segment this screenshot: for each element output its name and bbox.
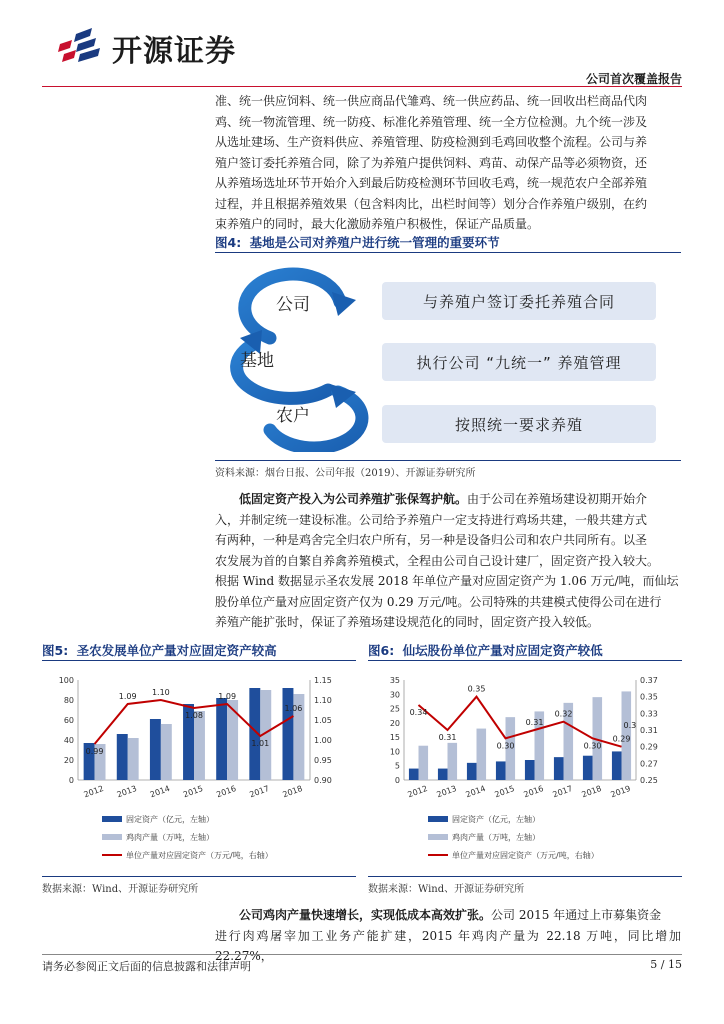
legend-label-chicken-output: 鸡肉产量（万吨，左轴） xyxy=(452,833,540,842)
left-tick-label: 20 xyxy=(63,756,74,765)
para2-line: 股份单位产量对应固定资产仅为 0.29 万元/吨。公司特殊的共建模式使得公司在进行 xyxy=(215,594,662,609)
x-tick-label: 2018 xyxy=(580,783,603,800)
x-tick-label: 2016 xyxy=(522,783,545,800)
line-data-label: 1.01 xyxy=(251,739,270,748)
right-tick-label: 0.33 xyxy=(640,709,658,719)
node-base: 基地 xyxy=(240,351,274,371)
footer-rule xyxy=(42,954,682,955)
line-data-label: 0.99 xyxy=(85,747,104,756)
right-tick-label: 0.95 xyxy=(314,756,332,765)
line-data-label: 1.08 xyxy=(185,711,203,720)
para2-line: 有两种，一种是鸡舍完全归农户所有，另一种是设备归公司和农户共同所有。以圣 xyxy=(215,533,648,547)
right-tick-label: 0.25 xyxy=(640,776,658,785)
figure6-title-text: 仙坛股份单位产量对应固定资产较低 xyxy=(402,643,603,658)
bar-chicken-output xyxy=(128,738,139,780)
figure4-source: 资料来源：烟台日报、公司年报（2019）、开源证券研究所 xyxy=(215,468,476,479)
chart-fig5 xyxy=(42,668,356,878)
bar-chicken-output xyxy=(194,711,205,780)
figure4-label: 图4: xyxy=(215,235,242,250)
right-tick-label: 0.27 xyxy=(640,759,658,769)
intro-line: 殖户签订委托养殖合同，除了为养殖户提供饲料、鸡苗、动保产品等必须物资，还 xyxy=(215,155,648,170)
x-tick-label: 2015 xyxy=(182,783,205,800)
x-tick-label: 2013 xyxy=(115,783,138,800)
x-tick-label: 2016 xyxy=(215,783,238,800)
x-tick-label: 2012 xyxy=(406,783,429,800)
para3-line: 进行肉鸡屠宰加工业务产能扩建，2015 年鸡肉产量为 22.18 万吨，同比增加 22.27%， xyxy=(215,928,681,963)
figure5-rule xyxy=(42,660,356,661)
para2-line: 农发展为首的自繁自养禽养殖模式，全程由公司自己设计建厂，固定资产投入较大。 xyxy=(215,553,660,568)
line-data-label: 0.32 xyxy=(554,709,573,719)
left-tick-label: 0 xyxy=(68,776,74,785)
left-tick-label: 0 xyxy=(394,776,400,785)
legend-label-unit-assets: 单位产量对应固定资产（万元/吨，右轴） xyxy=(126,851,273,860)
bar-chicken-output xyxy=(448,743,458,780)
figure6-bottom-rule xyxy=(368,876,682,877)
left-tick-label: 80 xyxy=(63,696,74,705)
line-data-label: 1.06 xyxy=(284,704,303,713)
intro-line: 从选址建场、生产资料供应、养殖管理、防疫检测到毛鸡回收整个流程。公司与养 xyxy=(215,135,648,149)
header-rule xyxy=(42,86,682,87)
legend-swatch-chicken-output xyxy=(428,834,448,840)
line-data-label: 0.31 xyxy=(438,733,457,742)
legend-label-chicken-output: 鸡肉产量（万吨，左轴） xyxy=(126,833,214,842)
right-tick-label: 0.35 xyxy=(640,692,658,702)
left-tick-label: 25 xyxy=(389,704,400,714)
right-tick-label: 1.10 xyxy=(314,696,332,705)
legend-label-fixed-assets: 固定资产（亿元，左轴） xyxy=(126,815,214,824)
legend-swatch-chicken-output xyxy=(102,834,122,840)
left-tick-label: 15 xyxy=(389,733,400,743)
right-tick-label: 0.90 xyxy=(314,776,332,785)
bar-fixed-assets xyxy=(409,769,419,780)
right-tick-label: 1.00 xyxy=(314,736,332,745)
legend-swatch-fixed-assets xyxy=(428,816,448,822)
figure6-rule xyxy=(368,660,682,661)
report-type: 公司首次覆盖报告 xyxy=(585,72,682,86)
para2-line: 根据 Wind 数据显示圣农发展 2018 年单位产量对应固定资产为 1.06 万元/吨，而仙坛 xyxy=(215,574,679,588)
right-tick-label: 0.31 xyxy=(640,726,658,735)
para2-line: 入，并制定统一建设标准。公司给予养殖户一定支持进行鸡场共建，一般共建方式 xyxy=(215,512,648,527)
bar-chicken-output xyxy=(419,746,429,780)
bar-fixed-assets xyxy=(496,761,506,780)
x-tick-label: 2017 xyxy=(551,783,574,800)
footer-disclaimer: 请务必参阅正文后面的信息披露和法律声明 xyxy=(42,960,251,973)
figure4-title xyxy=(215,233,500,251)
figure5-source: 数据来源：Wind、开源证券研究所 xyxy=(42,884,199,895)
line-data-label: 0.29 xyxy=(612,734,631,744)
bar-fixed-assets xyxy=(150,719,161,780)
x-tick-label: 2019 xyxy=(609,783,632,800)
intro-paragraph xyxy=(215,91,681,235)
brand-logo xyxy=(58,28,108,68)
bar-chicken-output xyxy=(161,724,172,780)
node-farmer: 农户 xyxy=(276,406,310,426)
fig4-box-follow-rules: 按照统一要求养殖 xyxy=(382,405,656,443)
para2-lead: 低固定资产投入为公司养殖扩张保驾护航。 xyxy=(239,492,468,506)
bar-fixed-assets xyxy=(282,688,293,780)
x-tick-label: 2012 xyxy=(82,783,105,800)
intro-line: 从养殖场选址环节开始介入到最后防疫检测环节回收毛鸡，统一规范农户全部养殖 xyxy=(215,176,648,190)
bar-fixed-assets xyxy=(612,751,622,780)
figure5-bottom-rule xyxy=(42,876,356,877)
chart-fig6 xyxy=(368,668,682,878)
para3-lead: 公司鸡肉产量快速增长，实现低成本高效扩张。 xyxy=(239,908,492,922)
left-tick-label: 40 xyxy=(63,736,74,745)
intro-line: 过程，并且根据养殖效果（包含料肉比，出栏时间等）划分合作养殖户级别，在约 xyxy=(215,196,648,211)
right-tick-label: 0.29 xyxy=(640,742,658,752)
fig4-box-contract: 与养殖户签订委托养殖合同 xyxy=(382,282,656,320)
para3-line-rest: 公司 2015 年通过上市募集资金 xyxy=(491,908,662,922)
figure6-label: 图6: xyxy=(368,643,395,658)
figure5-title xyxy=(42,641,277,659)
para2-line-rest: 由于公司在养殖场建设初期开始介 xyxy=(467,492,648,506)
right-tick-label: 1.05 xyxy=(314,716,332,725)
intro-line: 束养殖户的同时，最大化激励养殖户积极性，保证产品质量。 xyxy=(215,217,540,231)
node-company: 公司 xyxy=(276,295,310,315)
x-tick-label: 2015 xyxy=(493,783,516,800)
para3 xyxy=(215,905,681,967)
x-tick-label: 2014 xyxy=(464,783,487,800)
para2 xyxy=(215,489,681,633)
fig4-box-nine-unified: 执行公司 “九统一” 养殖管理 xyxy=(382,343,656,381)
para2-line: 养殖产能扩张时，保证了养殖场建设规范化的同时，固定资产投入较低。 xyxy=(215,615,600,629)
figure4-title-text: 基地是公司对养殖户进行统一管理的重要环节 xyxy=(249,235,500,250)
left-tick-label: 35 xyxy=(389,676,400,685)
right-tick-label: 1.15 xyxy=(314,676,332,685)
line-data-label: 0.30 xyxy=(583,741,602,751)
logo-icon xyxy=(58,28,108,68)
x-tick-label: 2017 xyxy=(248,783,271,800)
line-data-label: 1.10 xyxy=(151,688,170,697)
bar-chicken-output xyxy=(477,729,487,780)
legend-label-fixed-assets: 固定资产（亿元，左轴） xyxy=(452,815,540,824)
figure5-title-text: 圣农发展单位产量对应固定资产较高 xyxy=(76,643,277,658)
line-data-label: 0.30 xyxy=(496,741,515,751)
figure5-label: 图5: xyxy=(42,643,69,658)
line-data-label: 0.35 xyxy=(467,684,486,694)
x-tick-label: 2014 xyxy=(148,783,172,800)
para3-line xyxy=(215,905,681,926)
left-tick-label: 60 xyxy=(63,716,74,725)
page-number: 5 / 15 xyxy=(650,958,682,971)
left-tick-label: 5 xyxy=(394,761,400,771)
right-tick-label: 0.37 xyxy=(640,676,658,685)
line-data-label: 1.09 xyxy=(118,692,137,701)
left-tick-label: 20 xyxy=(389,718,400,728)
left-tick-label: 30 xyxy=(389,690,400,700)
bar-fixed-assets xyxy=(583,756,593,780)
bar-fixed-assets xyxy=(554,757,564,780)
line-data-label: 1.09 xyxy=(218,692,237,701)
bar-fixed-assets xyxy=(216,698,227,780)
x-tick-label: 2013 xyxy=(435,783,458,800)
intro-line: 准、统一供应饲料、统一供应商品代雏鸡、统一供应药品、统一回收出栏商品代肉 xyxy=(215,94,648,108)
figure4-rule xyxy=(215,252,681,253)
brand-name: 开源证券 xyxy=(112,34,236,69)
legend-swatch-fixed-assets xyxy=(102,816,122,822)
legend-label-unit-assets: 单位产量对应固定资产（万元/吨，右轴） xyxy=(452,851,599,860)
figure6-title xyxy=(368,641,603,659)
bar-fixed-assets xyxy=(438,769,448,780)
figure6-source: 数据来源：Wind、开源证券研究所 xyxy=(368,884,525,895)
line-data-label: 0.31 xyxy=(525,718,544,727)
bar-fixed-assets xyxy=(467,763,477,780)
intro-line: 鸡、统一物流管理、统一防疫、标准化养殖管理、统一全方位检测。九个统一涉及 xyxy=(215,114,648,129)
line-end-label: 0.3 xyxy=(623,721,637,730)
x-tick-label: 2018 xyxy=(281,783,304,800)
line-data-label: 0.34 xyxy=(409,708,428,717)
para2-line xyxy=(215,489,681,510)
left-tick-label: 10 xyxy=(389,747,400,757)
bar-fixed-assets xyxy=(117,734,128,780)
left-tick-label: 100 xyxy=(58,676,74,685)
bar-fixed-assets xyxy=(525,760,535,780)
figure4-bottom-rule xyxy=(215,460,681,461)
